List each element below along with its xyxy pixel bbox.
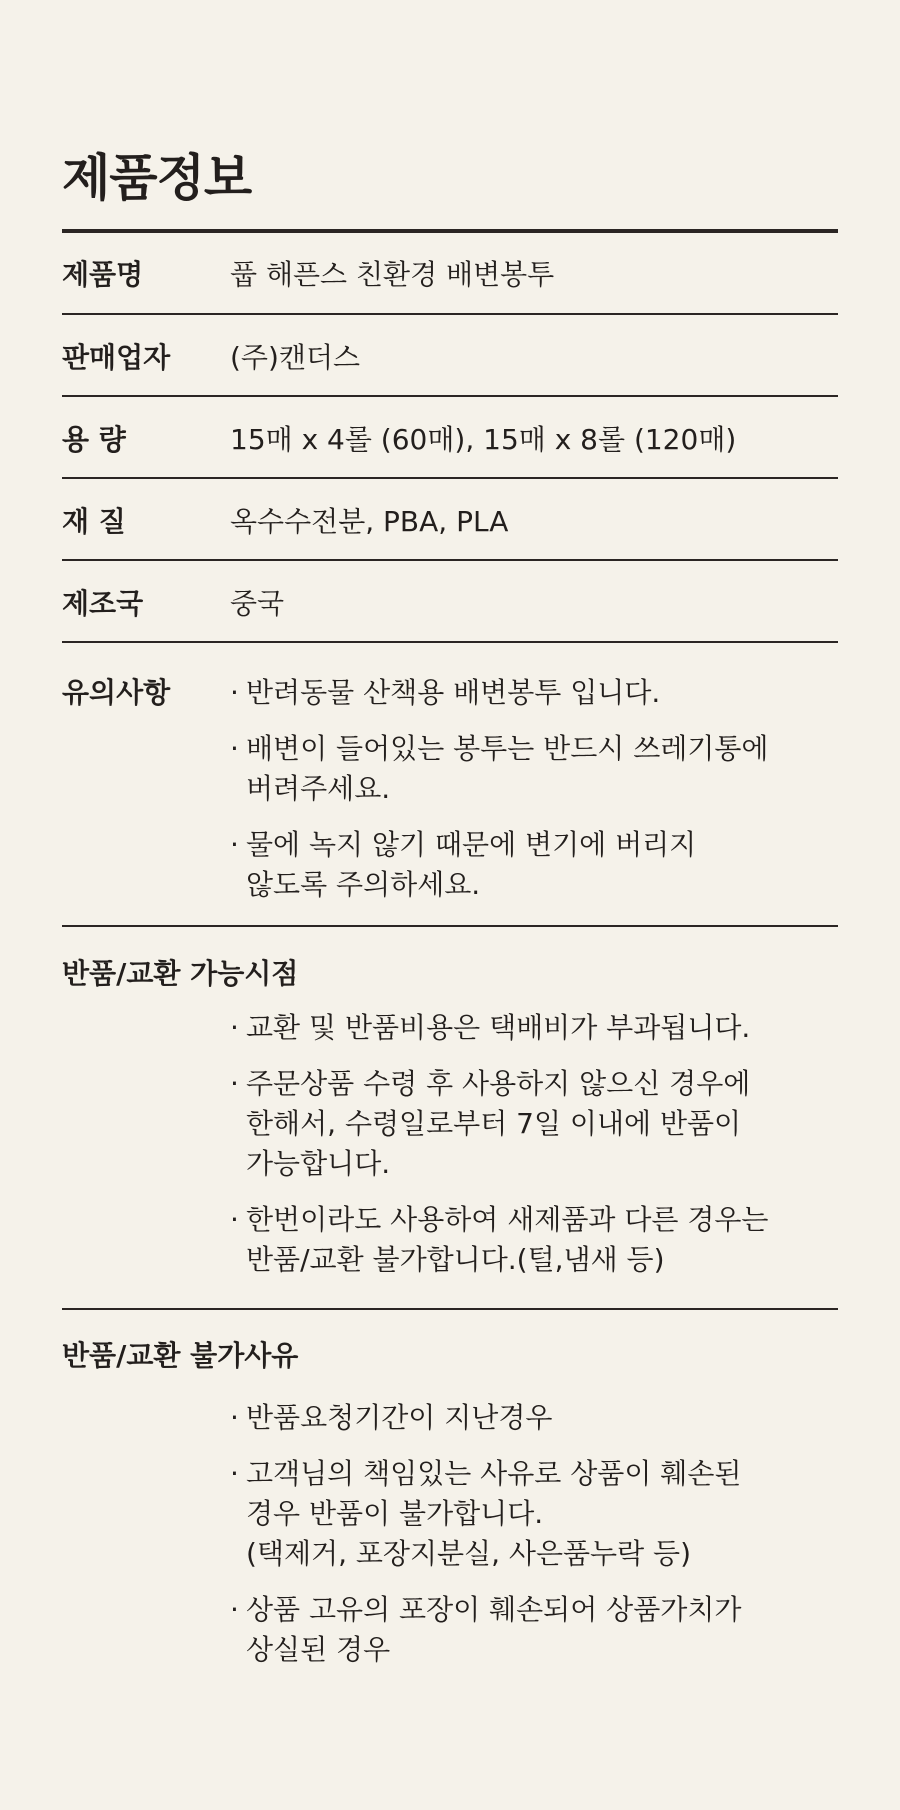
page-title: 제품정보 [62,149,252,207]
origin-value: 중국 [230,587,285,620]
material-value: 옥수수전분, PBA, PLA [230,505,509,538]
list-item: · 교환 및 반품비용은 택배비가 부과됩니다. [230,1008,838,1048]
list-item: · 반려동물 산책용 배변봉투 입니다. [230,673,838,713]
return-possible-label: 반품/교환 가능시점 [62,957,299,990]
return-impossible-list [230,1398,838,1670]
material-label: 재 질 [62,505,126,538]
list-item: · 주문상품 수령 후 사용하지 않으신 경우에 한해서, 수령일로부터 7일 이내에 반품이 가능합니다. [230,1064,838,1184]
origin-label: 제조국 [62,587,144,620]
seller-label: 판매업자 [62,341,171,374]
list-item: · 배변이 들어있는 봉투는 반드시 쓰레기통에 버려주세요. [230,729,838,809]
caution-list [230,673,838,905]
capacity-label: 용 량 [62,423,126,456]
list-item: · 상품 고유의 포장이 훼손되어 상품가치가 상실된 경우 [230,1590,838,1670]
row-divider [62,641,838,643]
list-item: · 고객님의 책임있는 사유로 상품이 훼손된 경우 반품이 불가합니다. (택제거, 포장지분실, 사은품누락 등) [230,1454,838,1574]
row-divider [62,559,838,561]
return-possible-list [230,1008,838,1280]
seller-value: (주)캔더스 [230,341,361,374]
title-divider [62,229,838,233]
list-item: · 반품요청기간이 지난경우 [230,1398,838,1438]
caution-label: 유의사항 [62,676,171,709]
list-item: · 물에 녹지 않기 때문에 변기에 버리지 않도록 주의하세요. [230,825,838,905]
section-divider [62,925,838,927]
product-name-label: 제품명 [62,258,144,291]
section-divider [62,1308,838,1310]
row-divider [62,313,838,315]
return-impossible-label: 반품/교환 불가사유 [62,1339,299,1372]
product-name-value: 풉 해픈스 친환경 배변봉투 [230,258,555,291]
list-item: · 한번이라도 사용하여 새제품과 다른 경우는 반품/교환 불가합니다.(털,냄새 등) [230,1200,838,1280]
row-divider [62,395,838,397]
capacity-value: 15매 x 4롤 (60매), 15매 x 8롤 (120매) [230,423,737,456]
row-divider [62,477,838,479]
